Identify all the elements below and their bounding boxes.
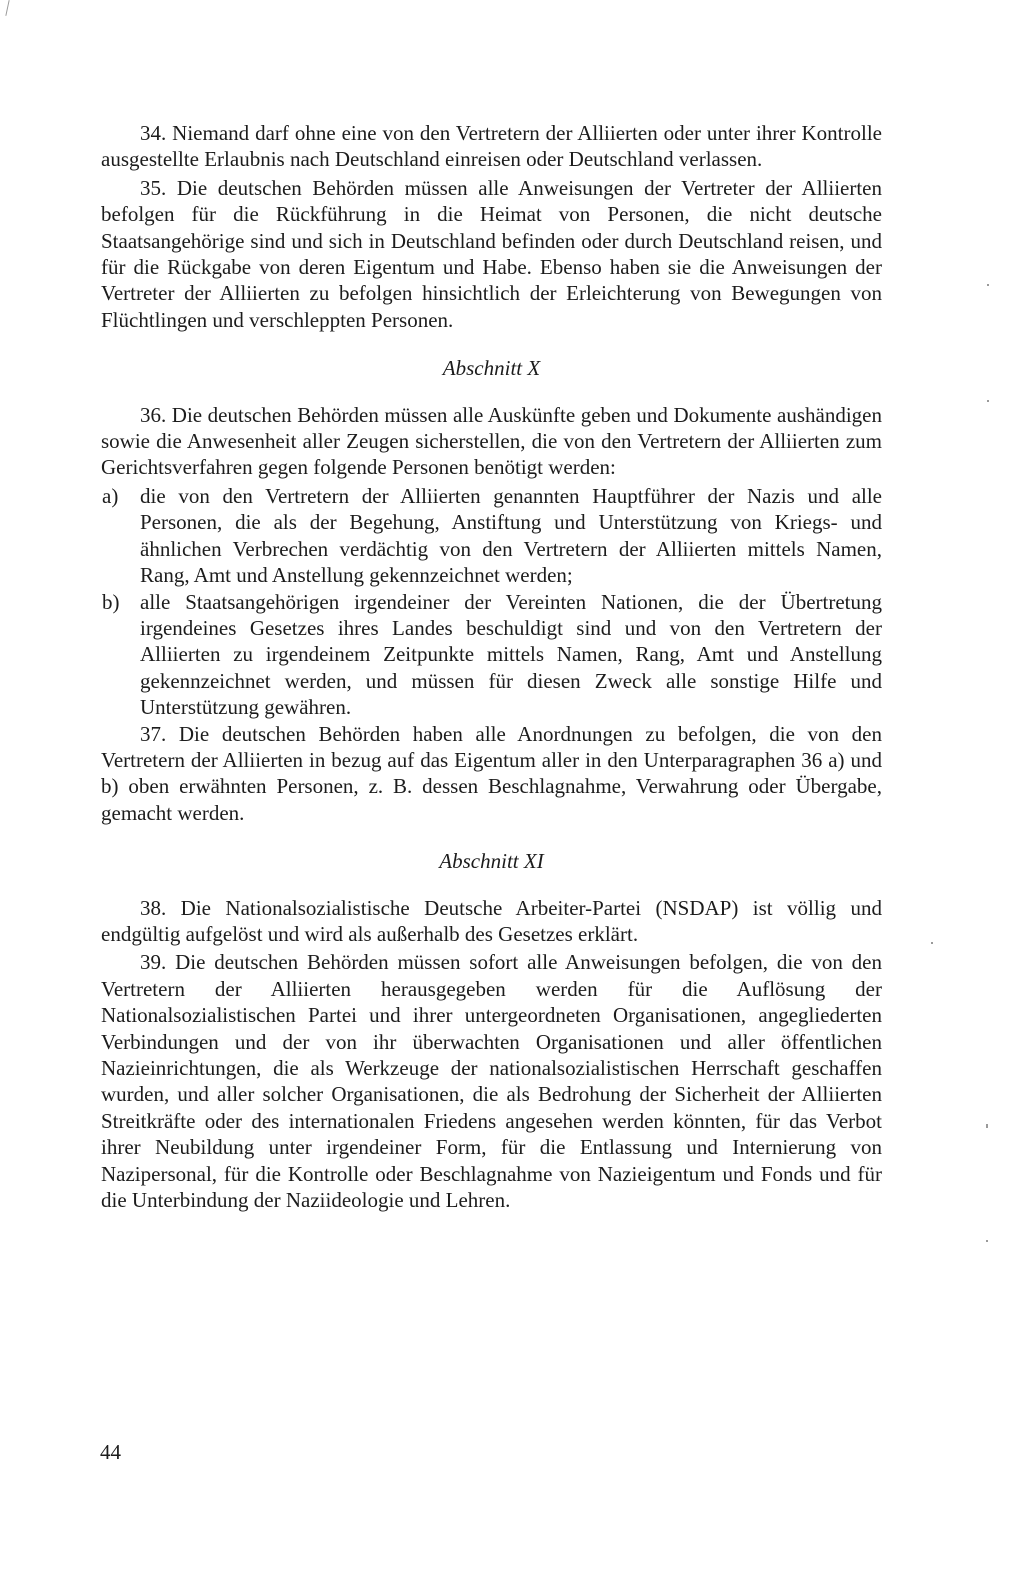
list-text-b: alle Staatsangehörigen irgendeiner der Vereinten Nationen, die der Übertretung irgendeines Gesetzes ihres Landes beschuldigt sind und von den Vertretern der Alliierten zu irgendeinem Zeitpunkte mittels Namen, Rang, Amt und Anstellung gekennzeichnet werden, und müssen für diesen Zweck alle sonstige Hilfe und Unterstützung gewähren.: [140, 589, 882, 720]
page-number: 44: [100, 1440, 121, 1464]
list-item-a: [101, 483, 882, 589]
paragraph-39: 39. Die deutschen Behörden müssen sofort alle Anweisungen befolgen, die von den Vertretern der Alliierten herausgegeben werden für die Auflösung der Nationalsozialistischen Partei und ihrer untergeordneten Organisationen, angegliederten Verbindungen und der von ihr überwachten Organisationen und aller öffentlichen Nazieinrichtungen, die als Werkzeuge der nationalsozialistischen Herrschaft geschaffen wurden, und aller solcher Organisationen, die als Bedrohung der Sicherheit der Alliierten Streitkräfte oder des internationalen Friedens angesehen werden könnten, für das Verbot ihrer Neubildung unter irgendeiner Form, für die Entlassung und Internierung von Nazipersonal, für die Kontrolle oder Beschlagnahme von Nazieigentum und Fonds und für die Unterbindung der Naziideologie und Lehren.: [101, 950, 882, 1213]
paragraph-37: 37. Die deutschen Behörden haben alle Anordnungen zu befolgen, die von den Vertretern der Alliierten in bezug auf das Eigentum aller in den Unterparagraphen 36 a) und b) oben erwähnten Personen, z. B. dessen Beschlagnahme, Verwahrung oder Übergabe, gemacht werden.: [101, 721, 882, 825]
section-heading-x: Abschnitt X: [442, 356, 541, 381]
page-body: [101, 120, 882, 1215]
scan-mark-margin-2: [987, 400, 989, 402]
paragraph-38: 38. Die Nationalsozialistische Deutsche Arbeiter-Partei (NSDAP) ist völlig und endgültig aufgelöst und wird als außerhalb des Gesetzes erklärt.: [101, 895, 882, 946]
paragraph-34: 34. Niemand darf ohne eine von den Vertretern der Alliierten oder unter ihrer Kontrolle ausgestellte Erlaubnis nach Deutschland einreisen oder Deutschland verlassen.: [101, 121, 882, 172]
scan-mark-margin-3: [931, 942, 933, 944]
paragraph-35: 35. Die deutschen Behörden müssen alle Anweisungen der Vertreter der Alliierten befolgen für die Rückführung in die Heimat von Personen, die nicht deutsche Staatsangehörige sind und sich in Deutschland befinden oder durch Deutschland reisen, und für die Rückgabe von deren Eigentum und Habe. Ebenso haben sie die Anweisungen der Vertreter der Alliierten zu befolgen hinsichtlich der Erleichterung von Bewegungen von Flüchtlingen und verschleppten Personen.: [101, 175, 882, 332]
scan-mark-margin-5: [986, 1240, 988, 1242]
scan-mark-margin-1: [987, 284, 989, 286]
scan-mark-top-left: [5, 0, 9, 16]
list-item-b: [101, 589, 882, 721]
section-heading-xi: Abschnitt XI: [439, 849, 544, 874]
paragraph-36: 36. Die deutschen Behörden müssen alle Auskünfte geben und Dokumente aushändigen sowie die Anwesenheit aller Zeugen sicherstellen, die von den Vertretern der Alliierten zum Gerichtsverfahren gegen folgende Personen benötigt werden:: [101, 402, 882, 480]
scan-mark-margin-4: [986, 1124, 988, 1128]
list-text-a: die von den Vertretern der Alliierten genannten Hauptführer der Nazis und alle Personen, die als der Begehung, Anstiftung und Unterstützung von Kriegs- und ähnlichen Verbrechen verdächtig von den Vertretern der Alliierten mittels Namen, Rang, Amt und Anstellung gekennzeichnet werden;: [140, 483, 882, 588]
list-label-a: a): [102, 483, 119, 508]
list-label-b: b): [102, 589, 120, 614]
